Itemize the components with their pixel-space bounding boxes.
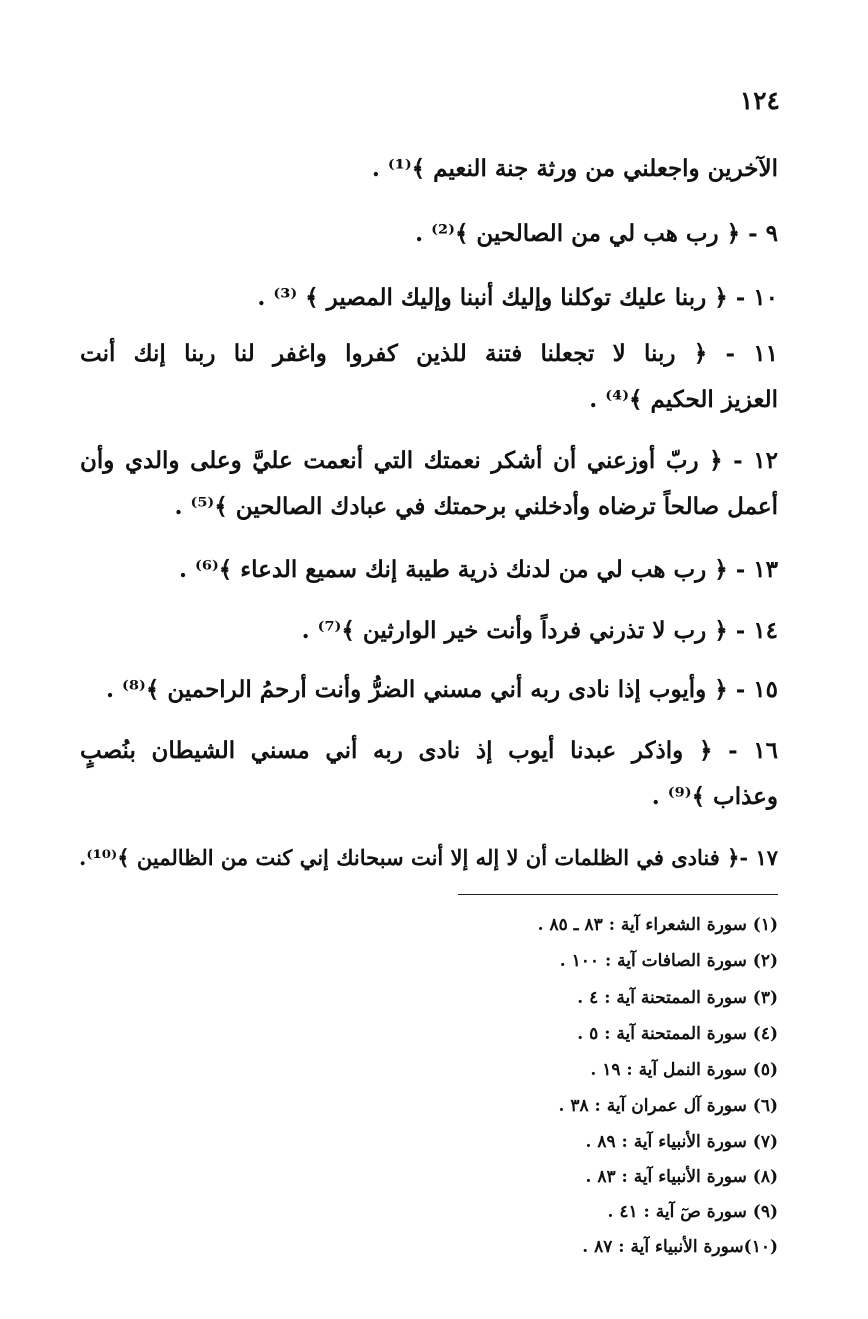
- footnote: (١٠)سورة الأنبياء آية : ٨٧ .: [582, 1237, 778, 1257]
- footnote: (٨) سورة الأنبياء آية : ٨٣ .: [585, 1167, 778, 1187]
- footnote: (٢) سورة الصافات آية : ١٠٠ .: [559, 951, 778, 971]
- text-line: ١٥ - ﴿ وأيوب إذا نادى ربه أني مسني الضرُّ وأنت أرحمُ الراحمين ﴾⁽⁸⁾ .: [106, 676, 778, 703]
- text-line: وعذاب ﴾⁽⁹⁾ .: [651, 783, 778, 810]
- text-line: ١٦ - ﴿ واذكر عبدنا أيوب إذ نادى ربه أني مسني الشيطان بنُصبٍ: [80, 737, 778, 764]
- text-line: ٩ - ﴿ رب هب لي من الصالحين ﴾⁽²⁾ .: [415, 220, 778, 247]
- text-line: أعمل صالحاً ترضاه وأدخلني برحمتك في عبادك الصالحين ﴾⁽⁵⁾ .: [174, 493, 778, 520]
- text-line: العزيز الحكيم ﴾⁽⁴⁾ .: [589, 386, 778, 413]
- text-line: الآخرين واجعلني من ورثة جنة النعيم ﴾⁽¹⁾ .: [371, 155, 778, 182]
- footnote: (٦) سورة آل عمران آية : ٣٨ .: [558, 1096, 778, 1116]
- footnote: (٥) سورة النمل آية : ١٩ .: [590, 1060, 778, 1080]
- text-line: ١٤ - ﴿ رب لا تذرني فرداً وأنت خير الوارثين ﴾⁽⁷⁾ .: [301, 617, 778, 644]
- footnote: (٩) سورة صٓ آية : ٤١ .: [607, 1202, 778, 1222]
- footnote: (١) سورة الشعراء آية : ٨٣ ـ ٨٥ .: [537, 915, 778, 935]
- text-line: ١٣ - ﴿ رب هب لي من لدنك ذرية طيبة إنك سميع الدعاء ﴾⁽⁶⁾ .: [178, 556, 778, 583]
- footnote: (٤) سورة الممتحنة آية : ٥ .: [577, 1024, 778, 1044]
- text-line: ١٠ - ﴿ ربنا عليك توكلنا وإليك أنبنا وإليك المصير ﴾ ⁽³⁾ .: [257, 284, 778, 311]
- footnote: (٧) سورة الأنبياء آية : ٨٩ .: [585, 1132, 778, 1152]
- text-line: ١١ - ﴿ ربنا لا تجعلنا فتنة للذين كفروا واغفر لنا ربنا إنك أنت: [80, 340, 778, 367]
- text-line: ١٢ - ﴿ ربّ أوزعني أن أشكر نعمتك التي أنعمت عليَّ وعلى والدي وأن: [80, 447, 778, 474]
- footnote-divider: [458, 894, 778, 895]
- page-number: ١٢٤: [739, 86, 780, 115]
- text-line: ١٧ -﴿ فنادى في الظلمات أن لا إله إلا أنت سبحانك إني كنت من الظالمين ﴾⁽¹⁰⁾.: [79, 845, 778, 870]
- footnote: (٣) سورة الممتحنة آية : ٤ .: [577, 988, 778, 1008]
